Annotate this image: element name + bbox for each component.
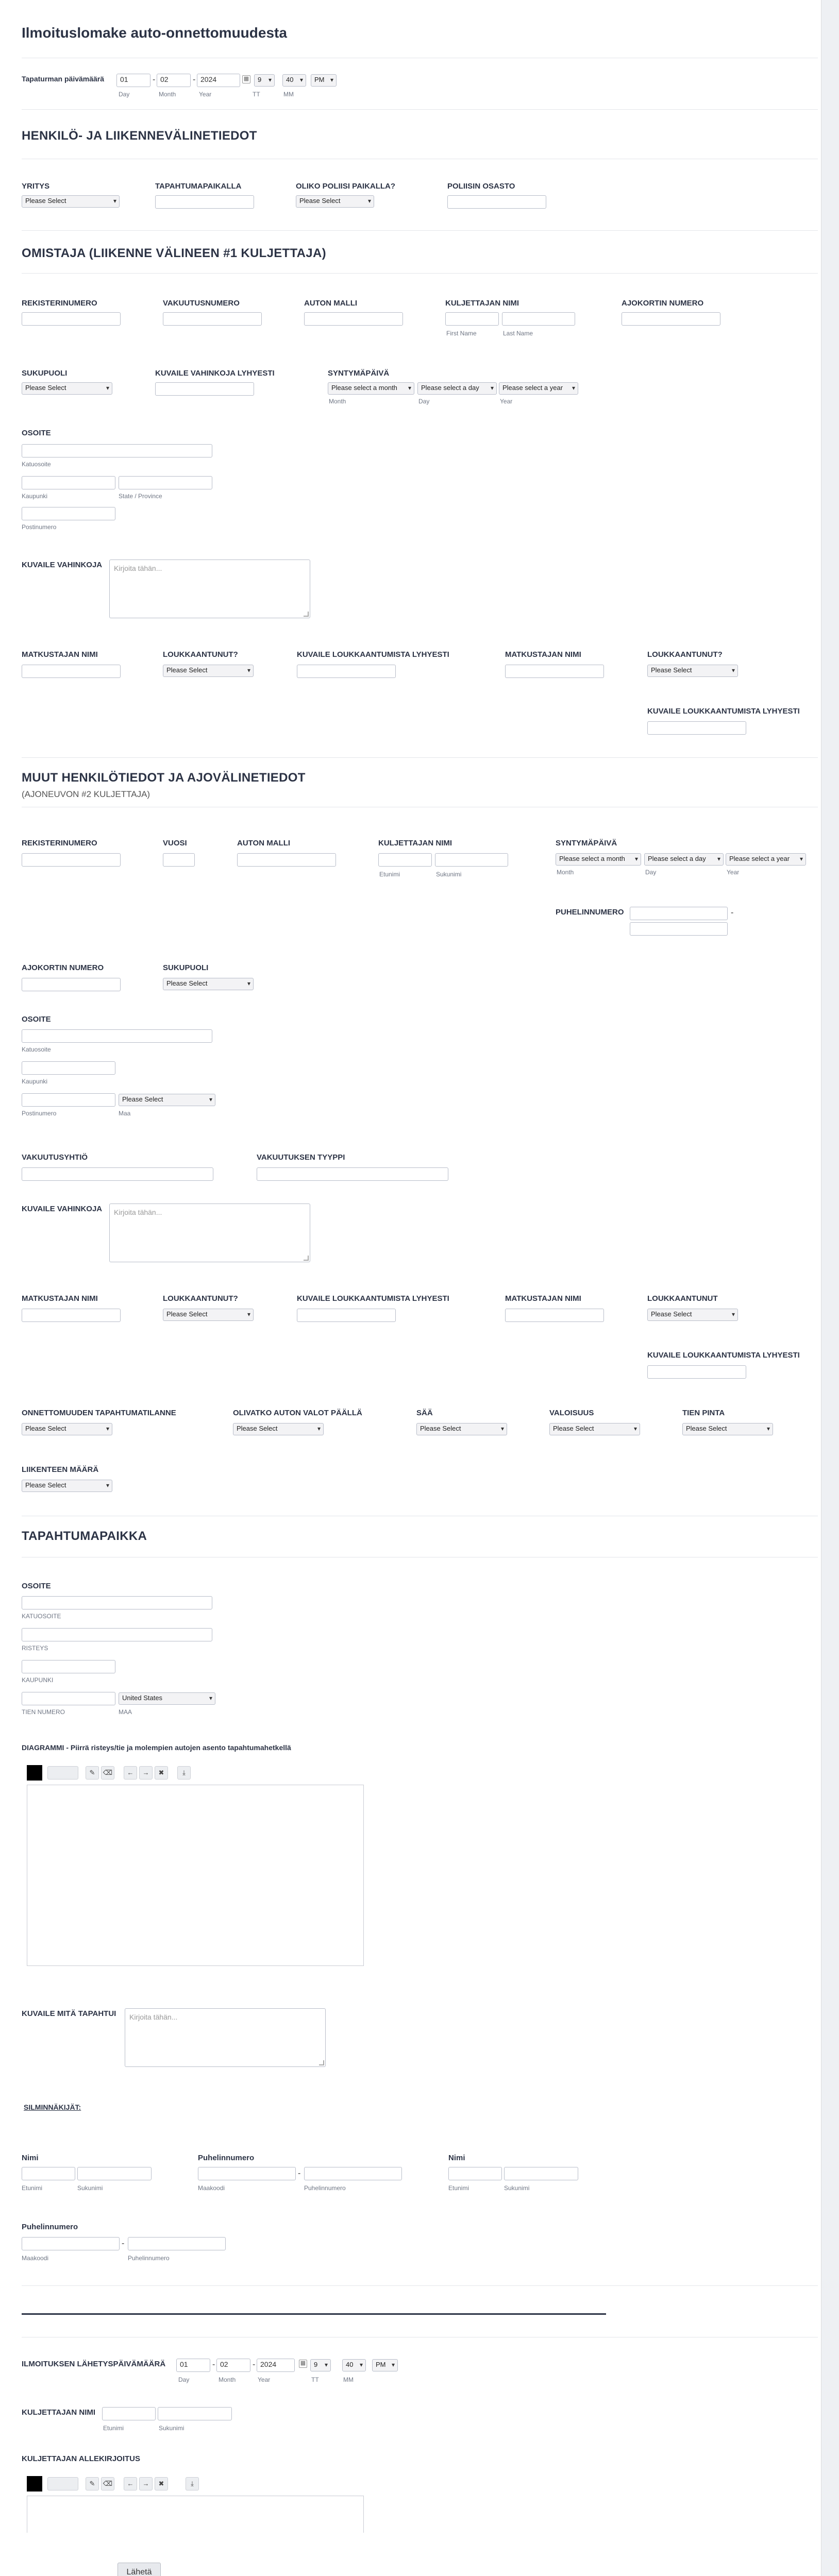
eraser-icon[interactable]: ⌫ <box>101 1766 114 1780</box>
city-sub: Kaupunki <box>22 493 48 500</box>
injured1-select[interactable]: Please Select ▾ <box>163 665 254 677</box>
separator-line <box>22 2313 606 2315</box>
other-license-label: AJOKORTIN NUMERO <box>22 963 104 972</box>
describe-label: KUVAILE MITÄ TAPAHTUI <box>22 2009 116 2018</box>
other-car-model-input[interactable] <box>237 853 336 867</box>
witness2-last-input[interactable] <box>504 2167 578 2180</box>
accident-ampm-select[interactable]: PM ▾ <box>311 74 337 87</box>
witness1-phone-label: Puhelinnumero <box>198 2154 255 2162</box>
location-country-select[interactable]: United States ▾ <box>119 1692 215 1705</box>
calendar-icon[interactable]: ▦ <box>242 75 250 83</box>
state-sub: State / Province <box>119 493 162 500</box>
witness2-last-sub: Sukunimi <box>504 2184 530 2192</box>
submission-last-sub: Sukunimi <box>159 2425 184 2432</box>
divider <box>22 109 818 110</box>
location-street-sub: KATUOSOITE <box>22 1613 61 1620</box>
other-passenger1-input[interactable] <box>22 1309 121 1322</box>
driver-last-input[interactable] <box>502 312 575 326</box>
date-dash: - <box>253 2360 256 2369</box>
pen-icon[interactable]: ✎ <box>86 2477 99 2490</box>
other-driver-label: KULJETTAJAN NIMI <box>378 839 452 848</box>
signature-canvas[interactable] <box>27 2496 364 2533</box>
gender-label: SUKUPUOLI <box>22 369 68 378</box>
traffic-select[interactable]: Please Select ▾ <box>22 1480 112 1492</box>
insurance-input[interactable] <box>163 312 262 326</box>
form-title: Ilmoituslomake auto-onnettomuudesta <box>22 25 287 41</box>
other-injury-desc1-label: KUVAILE LOUKKAANTUMISTA LYHYESTI <box>297 1294 449 1303</box>
witness2-number-input[interactable] <box>128 2237 226 2250</box>
police-label: OLIKO POLIISI PAIKALLA? <box>296 182 396 191</box>
date-dash: - <box>212 2360 215 2369</box>
signature-label: KULJETTAJAN ALLEKIRJOITUS <box>22 2454 141 2463</box>
damage-short-input[interactable] <box>155 382 254 396</box>
witness1-number-input[interactable] <box>304 2167 402 2180</box>
other-reg-input[interactable] <box>22 853 121 867</box>
undo-icon[interactable]: ← <box>124 2477 137 2490</box>
lights-select[interactable]: Please Select ▾ <box>233 1423 324 1435</box>
divider <box>22 230 818 231</box>
clear-icon[interactable]: ✖ <box>155 1766 168 1780</box>
passenger2-label: MATKUSTAJAN NIMI <box>505 650 581 659</box>
color-swatch[interactable] <box>27 2476 42 2492</box>
birth-month-sub: Month <box>329 398 346 405</box>
damage-label: KUVAILE VAHINKOJA <box>22 561 103 569</box>
other-birth-month-sub: Month <box>557 869 574 876</box>
insurance-label: VAKUUTUSNUMERO <box>163 299 240 308</box>
injury-desc1-label: KUVAILE LOUKKAANTUMISTA LYHYESTI <box>297 650 449 659</box>
submission-day-input[interactable]: 01 <box>176 2359 210 2372</box>
other-birth-month-select[interactable]: Please select a month ▾ <box>556 853 641 866</box>
location-crossing-input[interactable] <box>22 1628 212 1641</box>
place-label: TAPAHTUMAPAIKALLA <box>155 182 242 191</box>
lighting-select[interactable]: Please Select ▾ <box>549 1423 640 1435</box>
gender-select[interactable]: Please Select ▾ <box>22 382 112 395</box>
other-injury-desc1-input[interactable] <box>297 1309 396 1322</box>
location-road-sub: TIEN NUMERO <box>22 1708 65 1716</box>
size-slider[interactable] <box>47 1766 78 1780</box>
other-birth-year-select[interactable]: Please select a year ▾ <box>726 853 806 866</box>
accident-date-label: Tapaturman päivämäärä <box>22 75 105 83</box>
first-name-sub: First Name <box>446 330 477 337</box>
minute-sub: MM <box>283 91 294 98</box>
other-city-sub: Kaupunki <box>22 1078 48 1085</box>
download-icon[interactable]: ⤓ <box>177 1766 191 1780</box>
section-title-personal: HENKILÖ- JA LIIKENNEVÄLINETIEDOT <box>22 129 257 143</box>
submission-first-sub: Etunimi <box>103 2425 124 2432</box>
witness2-name-label: Nimi <box>448 2154 465 2162</box>
state-input[interactable] <box>119 476 212 489</box>
street-input[interactable] <box>22 444 212 457</box>
other-address-label: OSOITE <box>22 1015 51 1024</box>
car-model-label: AUTON MALLI <box>304 299 358 308</box>
phone-dash: - <box>731 908 734 917</box>
undo-icon[interactable]: ← <box>124 1766 137 1780</box>
other-damage-label: KUVAILE VAHINKOJA <box>22 1205 103 1213</box>
day-sub: Day <box>119 91 130 98</box>
phone-dash: - <box>298 2169 301 2178</box>
other-country-select[interactable]: Please Select ▾ <box>119 1094 215 1106</box>
witness2-number-sub: Puhelinnumero <box>128 2255 170 2262</box>
scrollbar[interactable] <box>821 0 839 2576</box>
witness2-area-sub: Maakoodi <box>22 2255 49 2262</box>
company-select[interactable]: Please Select ▾ <box>22 195 120 208</box>
other-injury-desc2-label: KUVAILE LOUKKAANTUMISTA LYHYESTI <box>647 1351 800 1360</box>
car-model-input[interactable] <box>304 312 403 326</box>
other-passenger2-input[interactable] <box>505 1309 604 1322</box>
birth-month-select[interactable]: Please select a month ▾ <box>328 382 414 395</box>
other-year-input[interactable] <box>163 853 195 867</box>
address-label: OSOITE <box>22 429 51 437</box>
submission-ampm-select[interactable]: PM ▾ <box>372 2359 398 2371</box>
witness2-area-input[interactable] <box>22 2237 120 2250</box>
other-zip-sub: Postinumero <box>22 1110 57 1117</box>
insurer-input[interactable] <box>22 1167 213 1181</box>
other-passenger1-label: MATKUSTAJAN NIMI <box>22 1294 98 1303</box>
witness2-first-sub: Etunimi <box>448 2184 469 2192</box>
street-sub: Katuosoite <box>22 461 51 468</box>
submission-year-sub: Year <box>258 2376 271 2383</box>
traffic-label: LIIKENTEEN MÄÄRÄ <box>22 1465 99 1474</box>
other-street-sub: Katuosoite <box>22 1046 51 1053</box>
birth-day-select[interactable]: Please select a day ▾ <box>417 382 497 395</box>
road-select[interactable]: Please Select ▾ <box>682 1423 773 1435</box>
location-country-sub: MAA <box>119 1708 132 1716</box>
driver-first-input[interactable] <box>445 312 499 326</box>
describe-textarea[interactable]: Kirjoita tähän... <box>125 2008 326 2067</box>
insurance-type-input[interactable] <box>257 1167 448 1181</box>
diagram-label: DIAGRAMMI - Piirrä risteys/tie ja molempien autojen asento tapahtumahetkellä <box>22 1743 291 1752</box>
birth-day-sub: Day <box>418 398 430 405</box>
other-injured1-select[interactable]: Please Select ▾ <box>163 1309 254 1321</box>
witness1-last-input[interactable] <box>77 2167 152 2180</box>
section-subtitle-other: (AJONEUVON #2 KULJETTAJA) <box>22 789 150 799</box>
other-injured1-label: LOUKKAANTUNUT? <box>163 1294 238 1303</box>
reg-label: REKISTERINUMERO <box>22 299 97 308</box>
passenger1-label: MATKUSTAJAN NIMI <box>22 650 98 659</box>
witness1-area-input[interactable] <box>198 2167 296 2180</box>
submission-minute-sub: MM <box>343 2376 354 2383</box>
other-reg-label: REKISTERINUMERO <box>22 839 97 848</box>
other-country-sub: Maa <box>119 1110 131 1117</box>
injury-desc2-input[interactable] <box>647 721 746 735</box>
accident-day-input[interactable]: 01 <box>116 74 150 87</box>
location-road-input[interactable] <box>22 1692 115 1705</box>
location-street-input[interactable] <box>22 1596 212 1609</box>
other-birth-day-select[interactable]: Please select a day ▾ <box>644 853 724 866</box>
witness1-area-sub: Maakoodi <box>198 2184 225 2192</box>
submission-last-input[interactable] <box>158 2407 232 2420</box>
clear-icon[interactable]: ✖ <box>155 2477 168 2490</box>
weather-label: SÄÄ <box>416 1409 433 1417</box>
eraser-icon[interactable]: ⌫ <box>101 2477 114 2490</box>
witness1-number-sub: Puhelinnumero <box>304 2184 346 2192</box>
submission-minute-select[interactable]: 40 ▾ <box>342 2359 366 2371</box>
location-city-sub: KAUPUNKI <box>22 1676 54 1684</box>
passenger1-input[interactable] <box>22 665 121 678</box>
other-birth-year-sub: Year <box>727 869 740 876</box>
company-label: YRITYS <box>22 182 50 191</box>
location-address-label: OSOITE <box>22 1582 51 1590</box>
other-city-input[interactable] <box>22 1061 115 1075</box>
other-year-label: VUOSI <box>163 839 187 848</box>
section-title-location: TAPAHTUMAPAIKKA <box>22 1529 147 1543</box>
last-sub: Sukunimi <box>436 871 462 878</box>
divider <box>22 2285 818 2286</box>
other-damage-textarea[interactable]: Kirjoita tähän... <box>109 1204 310 1262</box>
insurer-label: VAKUUTUSYHTIÖ <box>22 1153 88 1162</box>
last-name-sub: Last Name <box>503 330 533 337</box>
police-select[interactable]: Please Select ▾ <box>296 195 374 208</box>
damage-textarea[interactable]: Kirjoita tähän... <box>109 560 310 618</box>
city-input[interactable] <box>22 476 115 489</box>
witness2-first-input[interactable] <box>448 2167 502 2180</box>
month-sub: Month <box>159 91 176 98</box>
witness1-name-label: Nimi <box>22 2154 39 2162</box>
other-driver-first-input[interactable] <box>378 853 432 867</box>
witnesses-link[interactable]: SILMINNÄKIJÄT: <box>24 2103 81 2111</box>
submission-year-input[interactable]: 2024 <box>257 2359 295 2372</box>
size-slider[interactable] <box>47 2477 78 2490</box>
other-birth-label: SYNTYMÄPÄIVÄ <box>556 839 617 848</box>
diagram-canvas[interactable] <box>27 1785 364 1966</box>
injury-desc2-label: KUVAILE LOUKKAANTUMISTA LYHYESTI <box>647 707 800 716</box>
date-dash: - <box>153 75 156 84</box>
license-label: AJOKORTIN NUMERO <box>622 299 704 308</box>
pen-icon[interactable]: ✎ <box>86 1766 99 1780</box>
other-passenger2-label: MATKUSTAJAN NIMI <box>505 1294 581 1303</box>
damage-short-label: KUVAILE VAHINKOJA LYHYESTI <box>155 369 275 378</box>
other-birth-day-sub: Day <box>645 869 657 876</box>
phone-dash: - <box>122 2239 125 2248</box>
road-label: TIEN PINTA <box>682 1409 725 1417</box>
accident-minute-select[interactable]: 40 ▾ <box>282 74 306 87</box>
other-injured2-select[interactable]: Please Select ▾ <box>647 1309 738 1321</box>
redo-icon[interactable]: → <box>139 1766 153 1780</box>
license-input[interactable] <box>622 312 720 326</box>
witness1-last-sub: Sukunimi <box>77 2184 103 2192</box>
redo-icon[interactable]: → <box>139 2477 153 2490</box>
date-dash: - <box>193 75 196 84</box>
other-phone-area-input[interactable] <box>630 907 728 920</box>
other-gender-label: SUKUPUOLI <box>163 963 209 972</box>
police-dept-label: POLIISIN OSASTO <box>447 182 515 191</box>
other-license-input[interactable] <box>22 978 121 991</box>
other-car-model-label: AUTON MALLI <box>237 839 291 848</box>
lighting-label: VALOISUUS <box>549 1409 594 1417</box>
divider <box>22 757 818 758</box>
other-injury-desc2-input[interactable] <box>647 1365 746 1379</box>
accident-year-input[interactable]: 2024 <box>197 74 240 87</box>
submission-hour-sub: TT <box>311 2376 319 2383</box>
other-street-input[interactable] <box>22 1029 212 1043</box>
download-icon[interactable]: ⤓ <box>186 2477 199 2490</box>
submission-driver-label: KULJETTAJAN NIMI <box>22 2408 96 2417</box>
injury-desc1-input[interactable] <box>297 665 396 678</box>
zip-input[interactable] <box>22 507 115 520</box>
submission-month-input[interactable]: 02 <box>216 2359 250 2372</box>
birth-year-sub: Year <box>500 398 513 405</box>
submission-date-label: ILMOITUKSEN LÄHETYSPÄIVÄMÄÄRÄ <box>22 2360 166 2368</box>
other-phone-number-input[interactable] <box>630 922 728 936</box>
location-crossing-sub: RISTEYS <box>22 1645 48 1652</box>
injured2-select[interactable]: Please Select ▾ <box>647 665 738 677</box>
location-city-input[interactable] <box>22 1660 115 1673</box>
section-title-owner: OMISTAJA (LIIKENNE VÄLINEEN #1 KULJETTAJA) <box>22 246 326 260</box>
submission-day-sub: Day <box>178 2376 190 2383</box>
other-gender-select[interactable]: Please Select ▾ <box>163 978 254 990</box>
calendar-icon[interactable]: ▦ <box>299 2360 307 2368</box>
accident-month-input[interactable]: 02 <box>157 74 191 87</box>
witness2-phone-label: Puhelinnumero <box>22 2223 78 2231</box>
insurance-type-label: VAKUUTUKSEN TYYPPI <box>257 1153 345 1162</box>
driver-name-label: KULJETTAJAN NIMI <box>445 299 519 308</box>
color-swatch[interactable] <box>27 1765 42 1781</box>
situation-label: ONNETTOMUUDEN TAPAHTUMATILANNE <box>22 1409 176 1417</box>
situation-select[interactable]: Please Select ▾ <box>22 1423 112 1435</box>
lights-label: OLIVATKO AUTON VALOT PÄÄLLÄ <box>233 1409 362 1417</box>
submission-hour-select[interactable]: 9 ▾ <box>310 2359 331 2371</box>
submission-month-sub: Month <box>219 2376 236 2383</box>
witness1-first-sub: Etunimi <box>22 2184 43 2192</box>
year-sub: Year <box>199 91 212 98</box>
zip-sub: Postinumero <box>22 523 57 531</box>
injured1-label: LOUKKAANTUNUT? <box>163 650 238 659</box>
other-driver-last-input[interactable] <box>435 853 508 867</box>
other-phone-label: PUHELINNUMERO <box>556 908 624 917</box>
witness1-first-input[interactable] <box>22 2167 75 2180</box>
accident-hour-select[interactable]: 9 ▾ <box>254 74 275 87</box>
birth-label: SYNTYMÄPÄIVÄ <box>328 369 390 378</box>
section-title-other: MUUT HENKILÖTIEDOT JA AJOVÄLINETIEDOT <box>22 771 306 785</box>
injured2-label: LOUKKAANTUNUT? <box>647 650 723 659</box>
passenger2-input[interactable] <box>505 665 604 678</box>
other-zip-input[interactable] <box>22 1093 115 1107</box>
weather-select[interactable]: Please Select ▾ <box>416 1423 507 1435</box>
divider <box>22 273 818 274</box>
place-input[interactable] <box>155 195 254 209</box>
submit-button[interactable]: Lähetä <box>118 2563 161 2576</box>
submission-first-input[interactable] <box>102 2407 156 2420</box>
police-dept-input[interactable] <box>447 195 546 209</box>
birth-year-select[interactable]: Please select a year ▾ <box>499 382 578 395</box>
first-sub: Etunimi <box>379 871 400 878</box>
reg-input[interactable] <box>22 312 121 326</box>
other-injured2-label: LOUKKAANTUNUT <box>647 1294 718 1303</box>
hour-sub: TT <box>253 91 260 98</box>
